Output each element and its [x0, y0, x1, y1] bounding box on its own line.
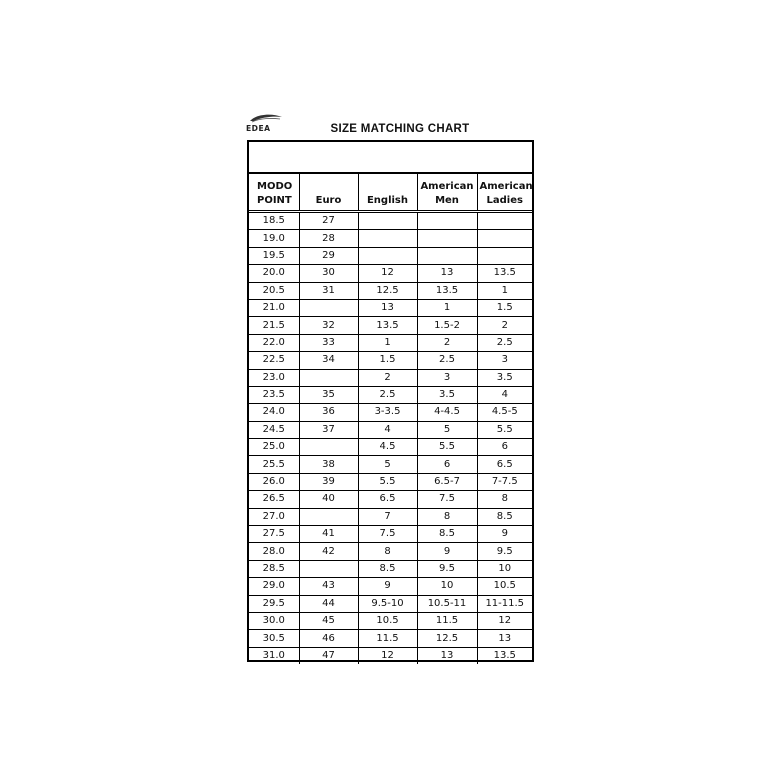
cell-modo-point: 24.0	[249, 404, 299, 421]
cell-english: 5	[358, 456, 417, 473]
table-row	[249, 404, 532, 421]
table-row	[249, 421, 532, 438]
table-row	[249, 334, 532, 351]
cell-american-men: 5	[417, 421, 477, 438]
column-header-modo-point: MODO POINT	[249, 174, 299, 212]
cell-american-men: 9.5	[417, 560, 477, 577]
cell-american-men: 11.5	[417, 612, 477, 629]
cell-american-men: 13.5	[417, 282, 477, 299]
cell-euro: 32	[299, 317, 358, 334]
cell-modo-point: 31.0	[249, 647, 299, 664]
cell-euro	[299, 369, 358, 386]
cell-english: 4	[358, 421, 417, 438]
cell-modo-point: 22.0	[249, 334, 299, 351]
size-chart	[247, 140, 534, 662]
cell-american-men: 2	[417, 334, 477, 351]
table-row	[249, 473, 532, 490]
cell-euro: 27	[299, 212, 358, 230]
cell-american-ladies: 1	[477, 282, 532, 299]
cell-english: 9	[358, 578, 417, 595]
cell-english: 13.5	[358, 317, 417, 334]
cell-american-men: 13	[417, 647, 477, 664]
cell-american-men: 8	[417, 508, 477, 525]
cell-modo-point: 20.0	[249, 265, 299, 282]
table-row	[249, 456, 532, 473]
cell-euro	[299, 439, 358, 456]
cell-euro: 31	[299, 282, 358, 299]
cell-american-ladies: 9.5	[477, 543, 532, 560]
cell-euro: 44	[299, 595, 358, 612]
table-row	[249, 299, 532, 316]
cell-english: 6.5	[358, 491, 417, 508]
cell-english: 7	[358, 508, 417, 525]
cell-american-ladies: 11-11.5	[477, 595, 532, 612]
cell-english: 7.5	[358, 526, 417, 543]
table-row	[249, 508, 532, 525]
table-row	[249, 526, 532, 543]
cell-modo-point: 18.5	[249, 212, 299, 230]
cell-euro: 46	[299, 630, 358, 647]
table-row	[249, 612, 532, 629]
cell-american-men: 10.5-11	[417, 595, 477, 612]
cell-american-ladies: 10	[477, 560, 532, 577]
cell-english: 12	[358, 647, 417, 664]
table-row	[249, 543, 532, 560]
table-row	[249, 282, 532, 299]
cell-english: 1.5	[358, 352, 417, 369]
cell-euro: 33	[299, 334, 358, 351]
cell-modo-point: 21.5	[249, 317, 299, 334]
cell-american-men: 4-4.5	[417, 404, 477, 421]
cell-modo-point: 22.5	[249, 352, 299, 369]
cell-american-ladies: 4.5-5	[477, 404, 532, 421]
cell-american-ladies: 6.5	[477, 456, 532, 473]
cell-american-men: 8.5	[417, 526, 477, 543]
cell-modo-point: 26.5	[249, 491, 299, 508]
cell-euro: 34	[299, 352, 358, 369]
cell-modo-point: 30.0	[249, 612, 299, 629]
cell-english: 2	[358, 369, 417, 386]
cell-american-ladies: 10.5	[477, 578, 532, 595]
cell-american-men: 6	[417, 456, 477, 473]
cell-euro	[299, 508, 358, 525]
cell-american-men: 13	[417, 265, 477, 282]
cell-american-ladies: 4	[477, 386, 532, 403]
cell-euro: 45	[299, 612, 358, 629]
cell-american-ladies: 1.5	[477, 299, 532, 316]
cell-english: 12.5	[358, 282, 417, 299]
cell-english: 5.5	[358, 473, 417, 490]
cell-american-ladies	[477, 247, 532, 264]
cell-american-men: 12.5	[417, 630, 477, 647]
cell-modo-point: 29.5	[249, 595, 299, 612]
cell-american-men	[417, 230, 477, 247]
cell-modo-point: 23.5	[249, 386, 299, 403]
cell-english: 10.5	[358, 612, 417, 629]
cell-american-ladies: 13	[477, 630, 532, 647]
cell-modo-point: 21.0	[249, 299, 299, 316]
cell-english: 4.5	[358, 439, 417, 456]
table-row	[249, 247, 532, 264]
table-row	[249, 647, 532, 664]
table-row	[249, 386, 532, 403]
cell-english: 13	[358, 299, 417, 316]
cell-american-ladies: 13.5	[493, 649, 516, 661]
cell-modo-point: 20.5	[249, 282, 299, 299]
cell-english: 3-3.5	[358, 404, 417, 421]
cell-euro: 28	[299, 230, 358, 247]
size-table-body	[249, 212, 532, 665]
cell-english	[358, 230, 417, 247]
cell-american-men: 2.5	[417, 352, 477, 369]
cell-american-ladies: 6	[477, 439, 532, 456]
cell-american-ladies: 8	[477, 491, 532, 508]
cell-euro	[299, 299, 358, 316]
cell-euro: 35	[299, 386, 358, 403]
cell-modo-point: 27.5	[249, 526, 299, 543]
cell-euro: 40	[299, 491, 358, 508]
table-row	[249, 317, 532, 334]
cell-modo-point: 19.5	[249, 247, 299, 264]
edea-logo-icon	[246, 112, 286, 124]
cell-euro: 47	[299, 647, 358, 664]
cell-american-ladies: 2	[477, 317, 532, 334]
cell-modo-point: 28.5	[249, 560, 299, 577]
cell-modo-point: 25.0	[249, 439, 299, 456]
cell-american-ladies: 3	[477, 352, 532, 369]
cell-english: 8	[358, 543, 417, 560]
cell-modo-point: 27.0	[249, 508, 299, 525]
cell-modo-point: 26.0	[249, 473, 299, 490]
cell-modo-point: 19.0	[249, 230, 299, 247]
cell-american-ladies	[477, 230, 532, 247]
column-header-english: English	[358, 174, 417, 212]
cell-american-ladies	[477, 212, 532, 230]
table-row	[249, 630, 532, 647]
cell-american-men: 1.5-2	[417, 317, 477, 334]
cell-euro	[299, 560, 358, 577]
table-row	[249, 578, 532, 595]
column-header-american-men: American Men	[417, 174, 477, 212]
cell-american-ladies: 8.5	[477, 508, 532, 525]
cell-english: 11.5	[358, 630, 417, 647]
table-row	[249, 212, 532, 230]
cell-american-men: 7.5	[417, 491, 477, 508]
cell-modo-point: 29.0	[249, 578, 299, 595]
cell-modo-point: 23.0	[249, 369, 299, 386]
cell-euro: 38	[299, 456, 358, 473]
cell-english	[358, 212, 417, 230]
brand-logo	[246, 112, 286, 138]
cell-modo-point: 24.5	[249, 421, 299, 438]
cell-american-men	[417, 212, 477, 230]
cell-english	[358, 247, 417, 264]
cell-euro: 30	[299, 265, 358, 282]
cell-american-ladies: 7-7.5	[477, 473, 532, 490]
cell-english: 12	[358, 265, 417, 282]
cell-modo-point: 28.0	[249, 543, 299, 560]
cell-english: 9.5-10	[358, 595, 417, 612]
cell-american-ladies: 12	[477, 612, 532, 629]
table-row	[249, 560, 532, 577]
table-row	[249, 491, 532, 508]
cell-american-ladies: 13.5	[477, 265, 532, 282]
cell-american-men: 5.5	[417, 439, 477, 456]
cell-euro: 37	[299, 421, 358, 438]
cell-american-men: 10	[417, 578, 477, 595]
cell-euro: 43	[299, 578, 358, 595]
table-row	[249, 369, 532, 386]
cell-american-men	[417, 247, 477, 264]
cell-american-ladies: 9	[477, 526, 532, 543]
cell-english: 8.5	[358, 560, 417, 577]
cell-euro: 36	[299, 404, 358, 421]
cell-euro: 39	[299, 473, 358, 490]
logo-wordmark: EDEA	[246, 124, 271, 133]
table-row	[249, 230, 532, 247]
cell-american-men: 1	[417, 299, 477, 316]
cell-euro: 41	[299, 526, 358, 543]
blank-header-row	[249, 142, 532, 174]
table-row	[249, 439, 532, 456]
cell-american-ladies: 2.5	[477, 334, 532, 351]
column-header-euro: Euro	[299, 174, 358, 212]
cell-modo-point: 25.5	[249, 456, 299, 473]
cell-american-men: 6.5-7	[417, 473, 477, 490]
table-row	[249, 352, 532, 369]
cell-american-men: 9	[417, 543, 477, 560]
size-table	[249, 174, 532, 664]
cell-american-men: 3	[417, 369, 477, 386]
cell-american-men: 3.5	[417, 386, 477, 403]
cell-euro: 42	[299, 543, 358, 560]
cell-english: 1	[358, 334, 417, 351]
header-row	[249, 174, 532, 212]
table-row	[249, 265, 532, 282]
cell-american-ladies: 3.5	[477, 369, 532, 386]
column-header-american-ladies: American Ladies	[477, 174, 532, 212]
table-row	[249, 595, 532, 612]
cell-modo-point: 30.5	[249, 630, 299, 647]
cell-american-ladies: 5.5	[477, 421, 532, 438]
cell-euro: 29	[299, 247, 358, 264]
cell-english: 2.5	[358, 386, 417, 403]
page-title: SIZE MATCHING CHART	[330, 123, 470, 135]
